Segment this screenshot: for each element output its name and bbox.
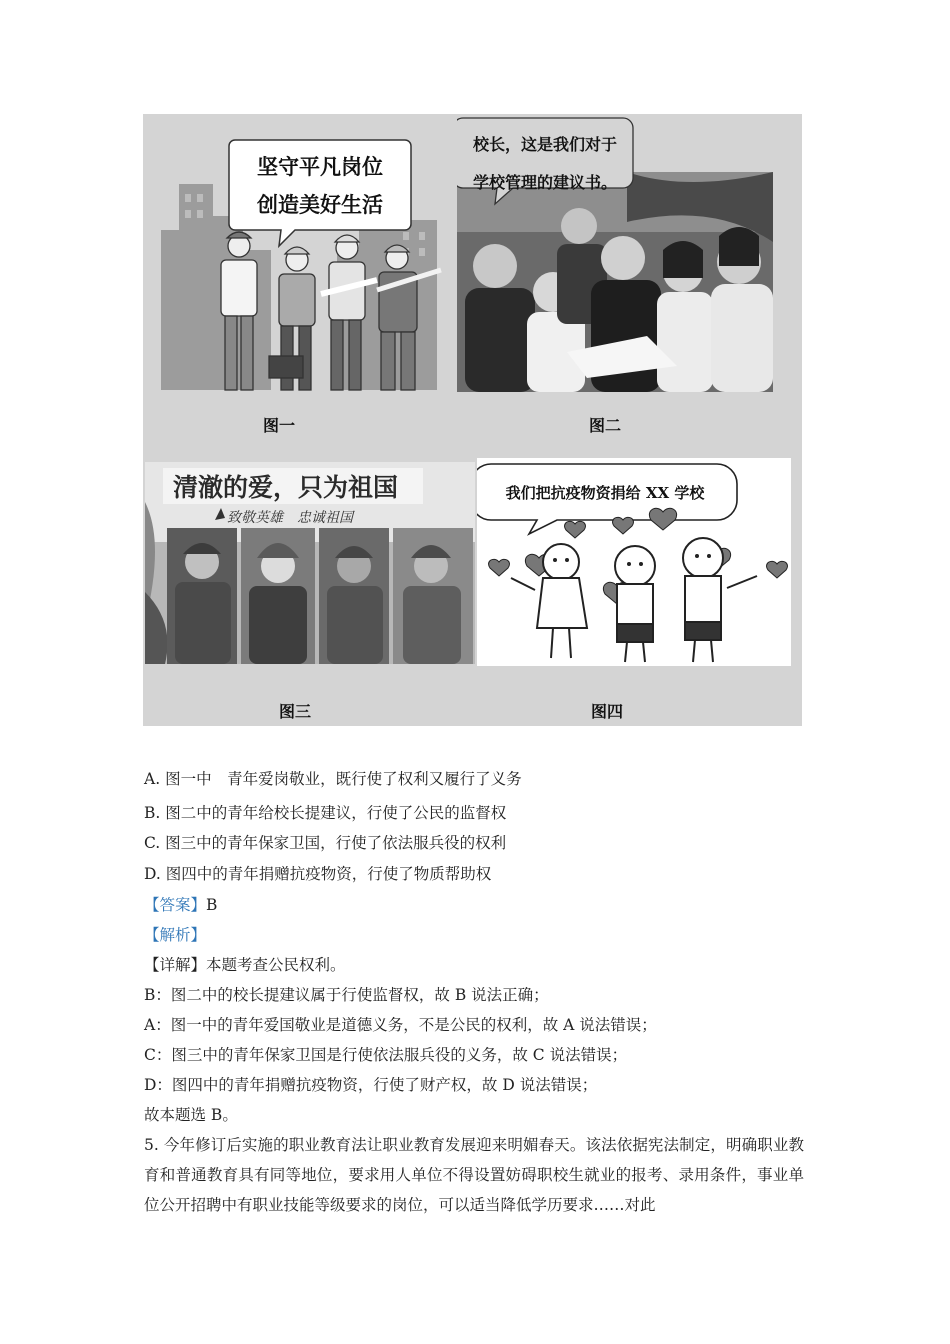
option-b	[144, 803, 506, 823]
option-c	[144, 833, 506, 853]
option-a-text: 图一中 青年爱岗敬业，既行使了权利又履行了义务	[165, 770, 522, 788]
detail-line: 故本题选 B。	[144, 1106, 238, 1124]
detail-line: B：图二中的校长提建议属于行使监督权，故 B 说法正确；	[144, 986, 549, 1004]
figure-3-panel	[145, 462, 475, 664]
answer-tag: 【答案】	[144, 896, 207, 914]
figure-4-panel	[477, 458, 791, 666]
fig2-caption: 图二	[589, 416, 622, 435]
fig2-bubble-line1: 校长，这是我们对于	[473, 135, 618, 154]
workers-illustration	[151, 120, 451, 392]
fig1-caption: 图一	[263, 416, 296, 435]
option-d-label: D.	[144, 865, 161, 883]
detail-line: D：图四中的青年捐赠抗疫物资，行使了财产权，故 D 说法错误；	[144, 1076, 598, 1094]
option-d	[144, 864, 491, 884]
question-5-number: 5.	[144, 1136, 159, 1154]
fig4-caption: 图四	[591, 702, 624, 721]
analysis-line	[144, 925, 206, 945]
detail-line: 【详解】本题考查公民权利。	[144, 956, 346, 974]
question-5	[144, 1130, 804, 1220]
soldiers-banner-image	[145, 462, 475, 664]
option-a-label: A.	[144, 770, 161, 788]
students-principal-photo	[457, 116, 773, 392]
fig3-banner-title: 清澈的爱，只为祖国	[173, 473, 399, 502]
answer-line	[144, 895, 217, 915]
fig1-bubble-line2: 创造美好生活	[257, 192, 383, 217]
option-c-text: 图三中的青年保家卫国，行使了依法服兵役的权利	[165, 834, 507, 852]
fig2-bubble-line2: 学校管理的建议书。	[473, 173, 618, 192]
donation-cartoon	[477, 458, 791, 666]
option-b-text: 图二中的青年给校长提建议，行使了公民的监督权	[165, 804, 507, 822]
answer-value: B	[206, 896, 218, 914]
option-a	[144, 769, 522, 789]
figure-2-panel	[457, 116, 773, 392]
figure-1-panel	[151, 120, 451, 392]
detail-line: C：图三中的青年保家卫国是行使依法服兵役的义务，故 C 说法错误；	[144, 1046, 628, 1064]
figure-block	[143, 114, 802, 726]
detail-line: A：图一中的青年爱国敬业是道德义务，不是公民的权利，故 A 说法错误；	[144, 1016, 657, 1034]
question-5-text: 今年修订后实施的职业教育法让职业教育发展迎来明媚春天。该法依据宪法制定，明确职业教育和普通教育具有同等地位，要求用人单位不得设置妨碍职校生就业的报考、录用条件，事业单位公开招聘中有职业技能等级要求的岗位，可以适当降低学历要求……对此	[144, 1136, 804, 1214]
fig3-caption: 图三	[279, 702, 312, 721]
option-d-text: 图四中的青年捐赠抗疫物资，行使了物质帮助权	[165, 865, 492, 883]
fig3-banner-subtitle: 致敬英雄 忠诚祖国	[227, 510, 353, 526]
fig1-bubble-line1: 坚守平凡岗位	[257, 154, 383, 179]
option-b-label: B.	[144, 804, 161, 822]
analysis-tag: 【解析】	[144, 926, 207, 944]
option-c-label: C.	[144, 834, 161, 852]
fig4-bubble-text: 我们把抗疫物资捐给 XX 学校	[505, 484, 705, 502]
